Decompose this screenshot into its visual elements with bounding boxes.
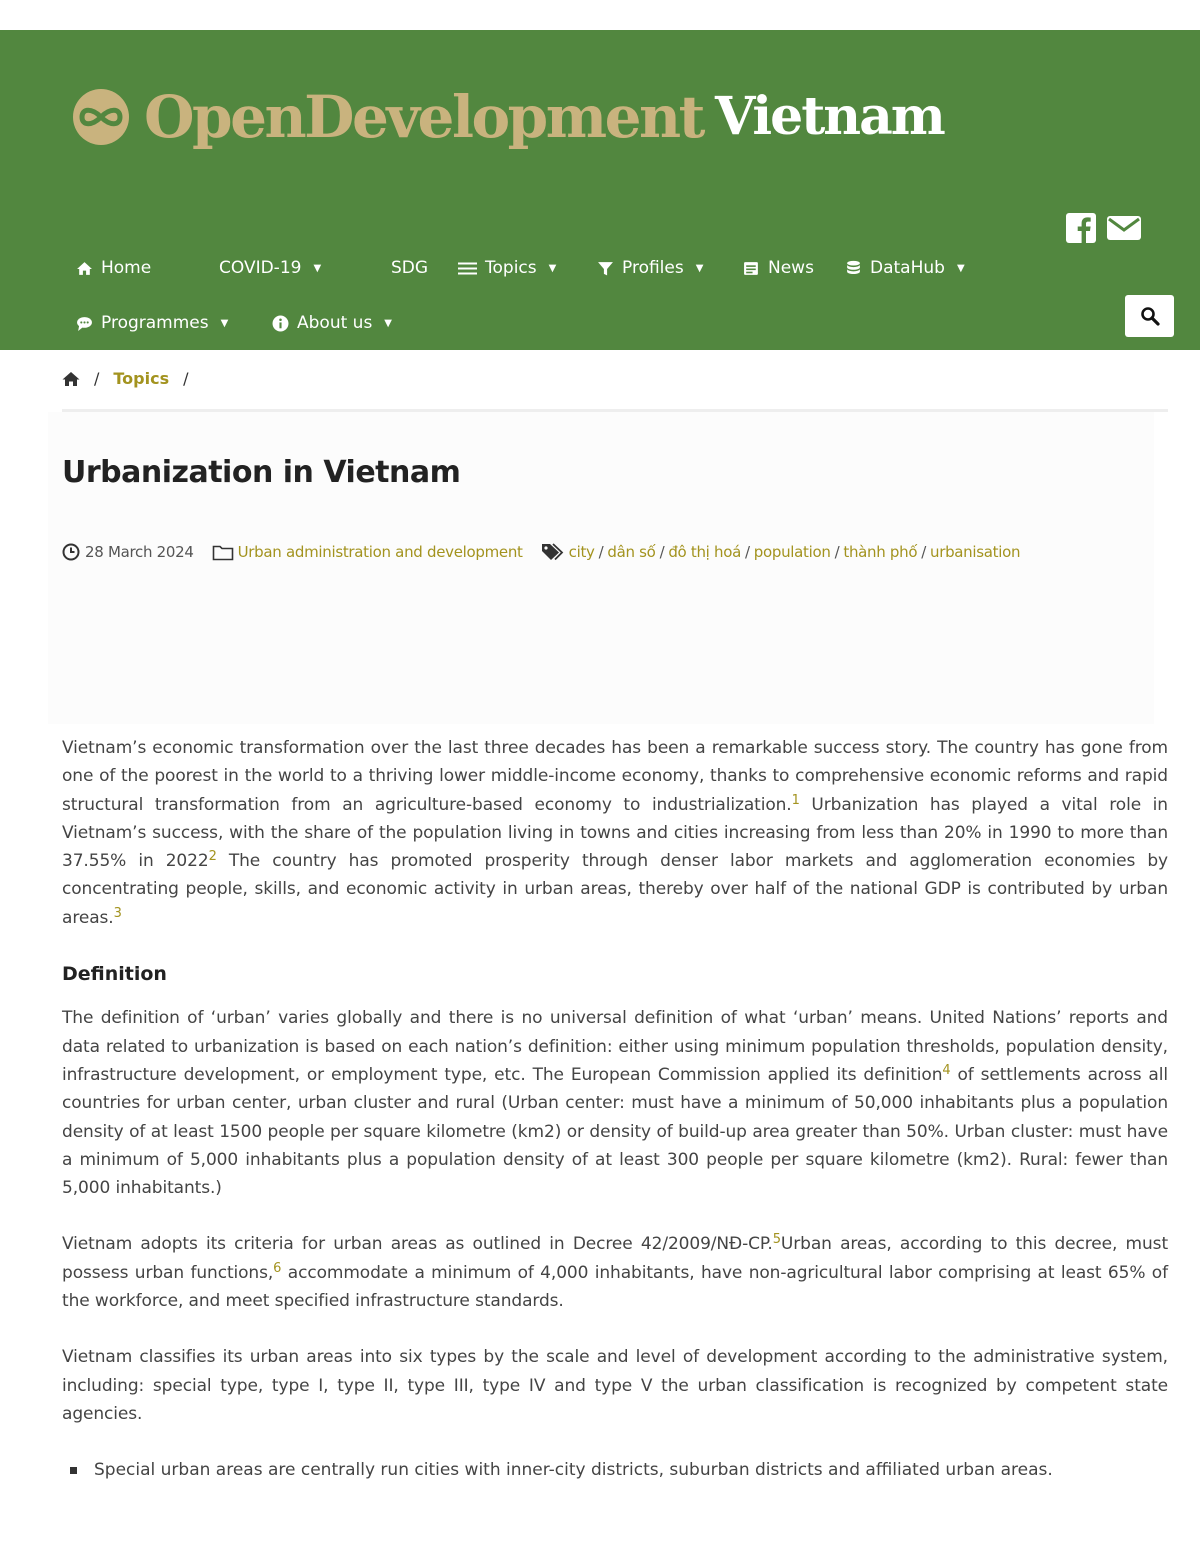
- nav-profiles[interactable]: [597, 258, 703, 278]
- breadcrumb: [62, 369, 203, 388]
- caret-down-icon: ▼: [956, 262, 965, 274]
- caret-down-icon: ▼: [548, 262, 557, 274]
- list-item: Special urban areas are centrally run cities with inner-city districts, suburban districts and affiliated urban areas.: [94, 1456, 1168, 1484]
- menu-lines-icon: [458, 260, 477, 277]
- tag-link[interactable]: dân số: [607, 543, 656, 561]
- nav-topics-label: Topics: [485, 258, 537, 278]
- page-title: Urbanization in Vietnam: [62, 455, 461, 490]
- email-icon[interactable]: [1107, 213, 1141, 247]
- bullet-list: [62, 1456, 1168, 1484]
- paragraph-text: accommodate a minimum of 4,000 inhabitants, have non-agricultural labor comprising at least 65% of the workforce, and meet specified infrastructure standards.: [62, 1262, 1168, 1312]
- nav-programmes-label: Programmes: [101, 313, 209, 333]
- facebook-icon[interactable]: [1066, 213, 1096, 247]
- nav-profiles-label: Profiles: [622, 258, 684, 278]
- tag-link[interactable]: city: [568, 543, 595, 561]
- paragraph: Vietnam classifies its urban areas into six types by the scale and level of development according to the administrative system, including: special type, type I, type II, type III, type IV and type V the urban classification is recognized by competent state agencies.: [62, 1347, 1168, 1424]
- paragraph-text: Urban areas, according to this decree, must possess urban functions,: [62, 1234, 1169, 1283]
- tags-icon: [541, 543, 565, 561]
- paragraph-text: of settlements across all countries for urban center, urban cluster and rural (Urban center: must have a minimum of 50,000 inhabitants plus a population density of at least 1500 people per square kilometre (km2) or density of build-up area greater than 50%. Urban cluster: must have a minimum of 5,000 inhabitants plus a population density of at least 300 people per square kilometre (km2). Rural: fewer than 5,000 inhabitants.): [62, 1064, 1168, 1199]
- breadcrumb-separator: /: [183, 369, 189, 388]
- tag-link[interactable]: urbanisation: [930, 543, 1021, 561]
- clock-icon: [62, 543, 80, 561]
- site-header: [0, 30, 1200, 350]
- footnote-link[interactable]: 6: [273, 1260, 282, 1276]
- database-icon: [845, 260, 862, 277]
- footnote-link[interactable]: 3: [113, 905, 122, 921]
- speech-bubble-icon: [76, 315, 93, 332]
- filter-icon: [597, 260, 614, 277]
- footnote-link[interactable]: 1: [791, 792, 800, 808]
- open-development-logo-icon: [72, 88, 130, 146]
- nav-topics[interactable]: [458, 258, 556, 278]
- home-icon: [76, 260, 93, 277]
- tag-separator: /: [921, 543, 926, 561]
- nav-covid[interactable]: [219, 258, 321, 278]
- section-heading-definition: Definition: [62, 963, 167, 986]
- search-button[interactable]: [1125, 295, 1174, 337]
- article-category-link[interactable]: Urban administration and development: [237, 543, 523, 561]
- caret-down-icon: ▼: [313, 262, 322, 274]
- footnote-link[interactable]: 5: [772, 1232, 781, 1248]
- nav-about[interactable]: [272, 313, 392, 333]
- article-meta: [62, 543, 1020, 561]
- newspaper-icon: [743, 260, 760, 277]
- footnote-link[interactable]: 2: [208, 849, 217, 865]
- site-logo[interactable]: [72, 83, 944, 151]
- brand-name: OpenDevelopment: [144, 83, 703, 151]
- search-icon: [1140, 306, 1160, 326]
- paragraph: [62, 734, 1168, 932]
- nav-covid-label: COVID-19: [219, 258, 302, 278]
- breadcrumb-separator: /: [94, 369, 100, 388]
- tag-link[interactable]: thành phố: [843, 543, 918, 561]
- paragraph-text: The definition of ‘urban’ varies globally and there is no universal definition of what ‘urban’ means. United Nations’ reports and data related to urbanization is based on each nation’s definition: either using minimum population thresholds, population density, infrastructure development, or employment type, etc. The European Commission applied its definition: [62, 1008, 1168, 1085]
- nav-datahub[interactable]: [845, 258, 965, 278]
- paragraph-text: Vietnam adopts its criteria for urban areas as outlined in Decree 42/2009/NĐ-CP.: [62, 1234, 773, 1255]
- article-body: [62, 734, 1168, 1485]
- brand-country: Vietnam: [714, 86, 944, 147]
- paragraph-text: The country has promoted prosperity through denser labor markets and agglomeration economies by concentrating people, skills, and economic activity in urban areas, thereby over half of the national GDP is contributed by urban areas.: [62, 851, 1168, 928]
- tag-separator: /: [834, 543, 840, 561]
- paragraph-text: Urbanization has played a vital role in Vietnam’s success, with the share of the population living in towns and cities increasing from less than 20% in 1990 to more than 37.55% in 2022: [62, 794, 1168, 872]
- nav-sdg[interactable]: [391, 258, 428, 278]
- nav-datahub-label: DataHub: [870, 258, 945, 278]
- footnote-link[interactable]: 4: [942, 1062, 951, 1078]
- tag-link[interactable]: population: [753, 543, 831, 561]
- tag-link[interactable]: đô thị hoá: [668, 543, 741, 561]
- paragraph: [62, 1230, 1168, 1315]
- nav-home[interactable]: [76, 258, 151, 278]
- paragraph-text: Vietnam’s economic transformation over the last three decades has been a remarkable success story. The country has gone from one of the poorest in the world to a thriving lower middle-income economy, thanks to comprehensive economic reforms and rapid structural transformation from an agriculture-based economy to industrialization.: [62, 738, 1168, 815]
- caret-down-icon: ▼: [695, 262, 704, 274]
- folder-icon: [212, 544, 234, 561]
- caret-down-icon: ▼: [220, 317, 229, 329]
- home-icon[interactable]: [62, 371, 80, 387]
- tag-separator: /: [745, 543, 750, 561]
- tag-separator: /: [659, 543, 665, 561]
- nav-news[interactable]: [743, 258, 814, 278]
- info-icon: [272, 315, 289, 332]
- paragraph: [62, 1004, 1168, 1202]
- article-date: 28 March 2024: [85, 543, 194, 561]
- caret-down-icon: ▼: [384, 317, 392, 329]
- tag-separator: /: [598, 543, 604, 561]
- nav-programmes[interactable]: [76, 313, 228, 333]
- nav-sdg-label: SDG: [391, 258, 429, 278]
- nav-news-label: News: [768, 258, 814, 278]
- nav-about-label: About us: [297, 313, 373, 333]
- breadcrumb-topics[interactable]: Topics: [113, 369, 170, 388]
- nav-home-label: Home: [101, 258, 152, 278]
